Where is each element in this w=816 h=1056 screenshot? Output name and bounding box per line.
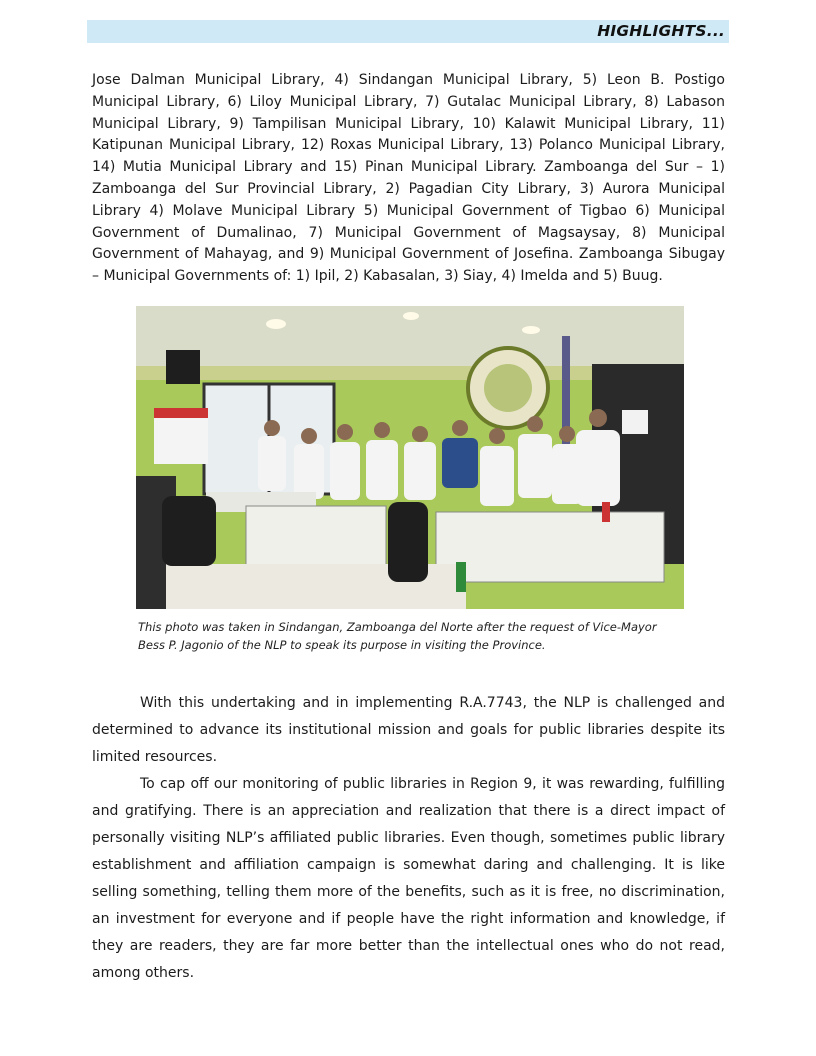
paragraph-1: With this undertaking and in implementing R.A.7743, the NLP is challenged and determined to advance its institutional mission and goals for public libraries despite its limited resources.: [92, 695, 725, 765]
paragraph-2: To cap off our monitoring of public libraries in Region 9, it was rewarding, fulfilling and gratifying. There is an appreciation and realization that there is a direct impact of personally visiting NLP’s affiliated public libraries. Even though, sometimes public library establishment and affiliation campaign is somewhat daring and challenging. It is like selling something, telling them more of the benefits, such as it is free, no discrimination, an investment for everyone and if people have the right information and knowledge, if they are readers, they are far more better than the intellectual ones who do not read, among others.: [92, 776, 725, 981]
header-bar: [87, 20, 729, 43]
intro-paragraph: Jose Dalman Municipal Library, 4) Sindangan Municipal Library, 5) Leon B. Postigo Municipal Library, 6) Liloy Municipal Library, 7) Gutalac Municipal Library, 8) Labason Municipal Library, 9) Tampilisan Municipal Library, 10) Kalawit Municipal Library, 11) Katipunan Municipal Library, 12) Roxas Municipal Library, 13) Polanco Municipal Library, 14) Mutia Municipal Library and 15) Pinan Municipal Library. Zamboanga del Sur – 1) Zamboanga del Sur Provincial Library, 2) Pagadian City Library, 3) Aurora Municipal Library 4) Molave Municipal Library 5) Municipal Government of Tigbao 6) Municipal Government of Dumalinao, 7) Municipal Government of Magsaysay, 8) Municipal Government of Mahayag, and 9) Municipal Government of Josefina. Zamboanga Sibugay – Municipal Governments of: 1) Ipil, 2) Kabasalan, 3) Siay, 4) Imelda and 5) Buug.: [92, 72, 725, 285]
page-section-title: HIGHLIGHTS...: [597, 22, 725, 40]
caption-line-1: This photo was taken in Sindangan, Zamboanga del Norte after the request of Vice-Mayor: [138, 620, 657, 634]
caption-line-2: Bess P. Jagonio of the NLP to speak its purpose in visiting the Province.: [138, 638, 546, 652]
photo-caption: [138, 618, 678, 654]
body-text: [92, 690, 725, 987]
group-photo: [136, 306, 684, 609]
